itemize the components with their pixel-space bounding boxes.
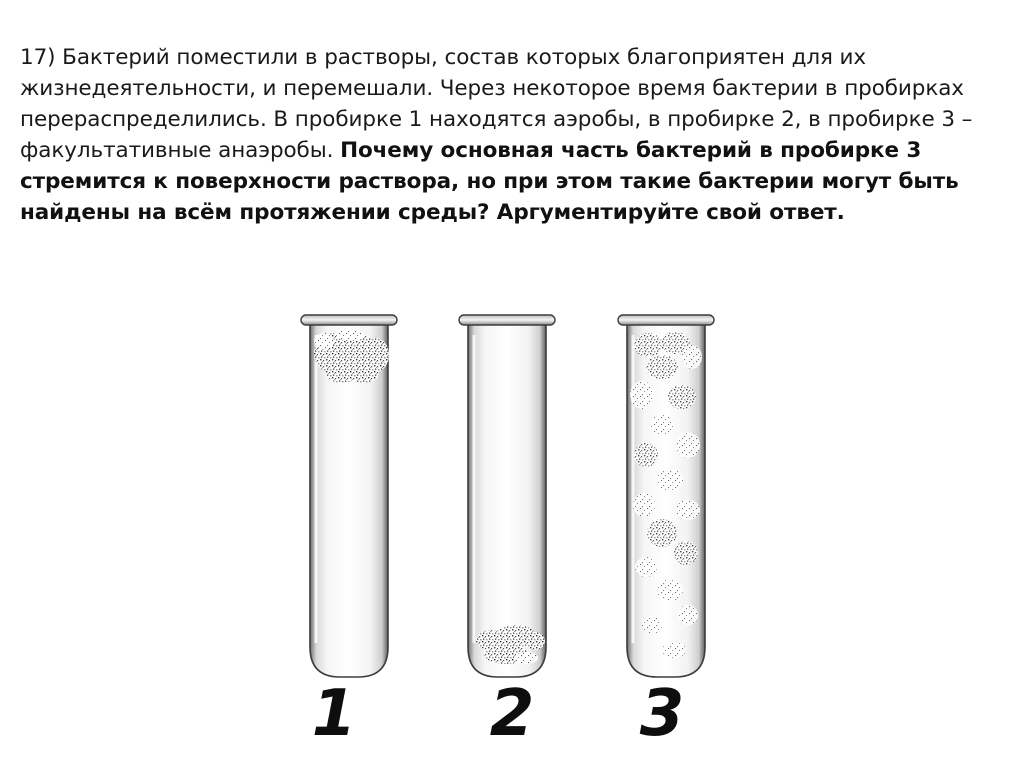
- test-tube-2: [459, 315, 555, 677]
- tube-label-1: 1: [311, 677, 357, 751]
- test-tube-1: [301, 315, 397, 677]
- question-bold: Почему основная часть бактерий в пробирке 3 стремится к поверхности раствора, но при этом такие бактерии могут быть найдены на всём протяжении среды? Аргументируйте свой ответ.: [20, 138, 959, 225]
- test-tubes-illustration: [290, 305, 740, 760]
- tube-label-2: 2: [489, 677, 535, 751]
- test-tube-3: [618, 315, 714, 677]
- question-intro: 17) Бактерий поместили в растворы, состав которых благоприятен для их жизнедеятельности, и перемешали. Через некоторое время бактерии в пробирках перераспределились. В пробирке 1 находятся аэробы, в пробирке 2, в пробирке 3 – факультативные анаэробы.: [20, 45, 973, 163]
- question-text: [20, 42, 1010, 228]
- tube-label-3: 3: [639, 677, 685, 751]
